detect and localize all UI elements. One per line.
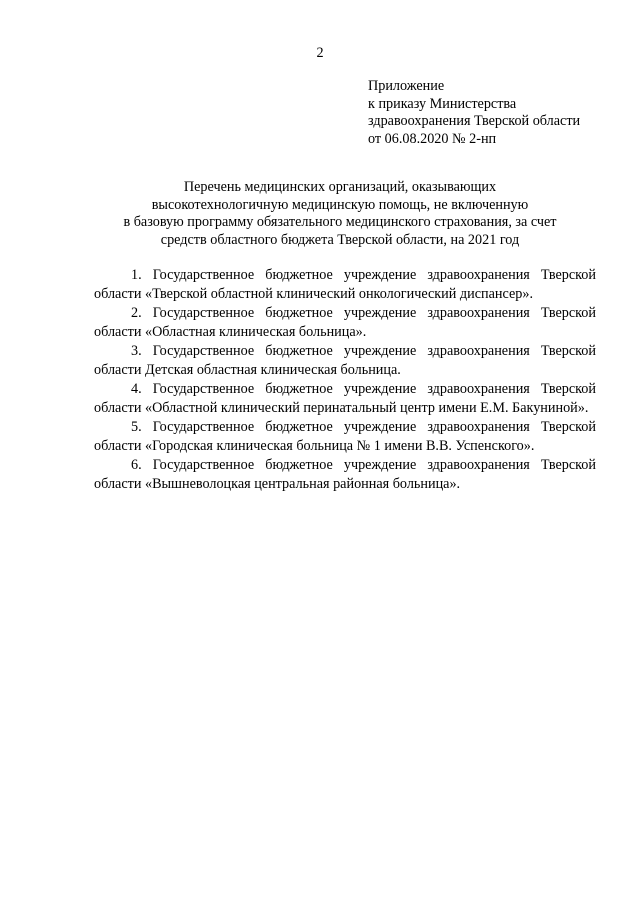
appendix-block [368,78,628,148]
list-item: 4. Государственное бюджетное учреждение здравоохранения Тверской области «Областной клинический перинатальный центр имени Е.М. Бакуниной». [94,381,596,416]
appendix-line: Приложение [368,78,445,94]
title-line: в базовую программу обязательного медицинского страхования, за счет [123,214,557,230]
page-number: 2 [316,45,324,61]
appendix-line: к приказу Министерства [368,95,517,112]
title-line: высокотехнологичную медицинскую помощь, не включенную [151,196,529,213]
organization-list [94,266,596,494]
title-line: средств областного бюджета Тверской области, на 2021 год [160,231,520,248]
list-item: 1. Государственное бюджетное учреждение здравоохранения Тверской области «Тверской областной клинический онкологический диспансер». [94,267,596,302]
appendix-line: здравоохранения Тверской области [368,113,581,129]
list-item: 3. Государственное бюджетное учреждение здравоохранения Тверской области Детская областная клиническая больница. [94,343,596,378]
document-title [40,179,640,249]
appendix-line: от 06.08.2020 № 2-нп [368,130,497,147]
list-item: 5. Государственное бюджетное учреждение здравоохранения Тверской области «Городская клиническая больница № 1 имени В.В. Успенского». [94,419,596,454]
list-item: 6. Государственное бюджетное учреждение здравоохранения Тверской области «Вышневолоцкая центральная районная больница». [94,457,596,492]
list-item: 2. Государственное бюджетное учреждение здравоохранения Тверской области «Областная клиническая больница». [94,305,596,340]
title-line: Перечень медицинских организаций, оказывающих [183,179,497,195]
